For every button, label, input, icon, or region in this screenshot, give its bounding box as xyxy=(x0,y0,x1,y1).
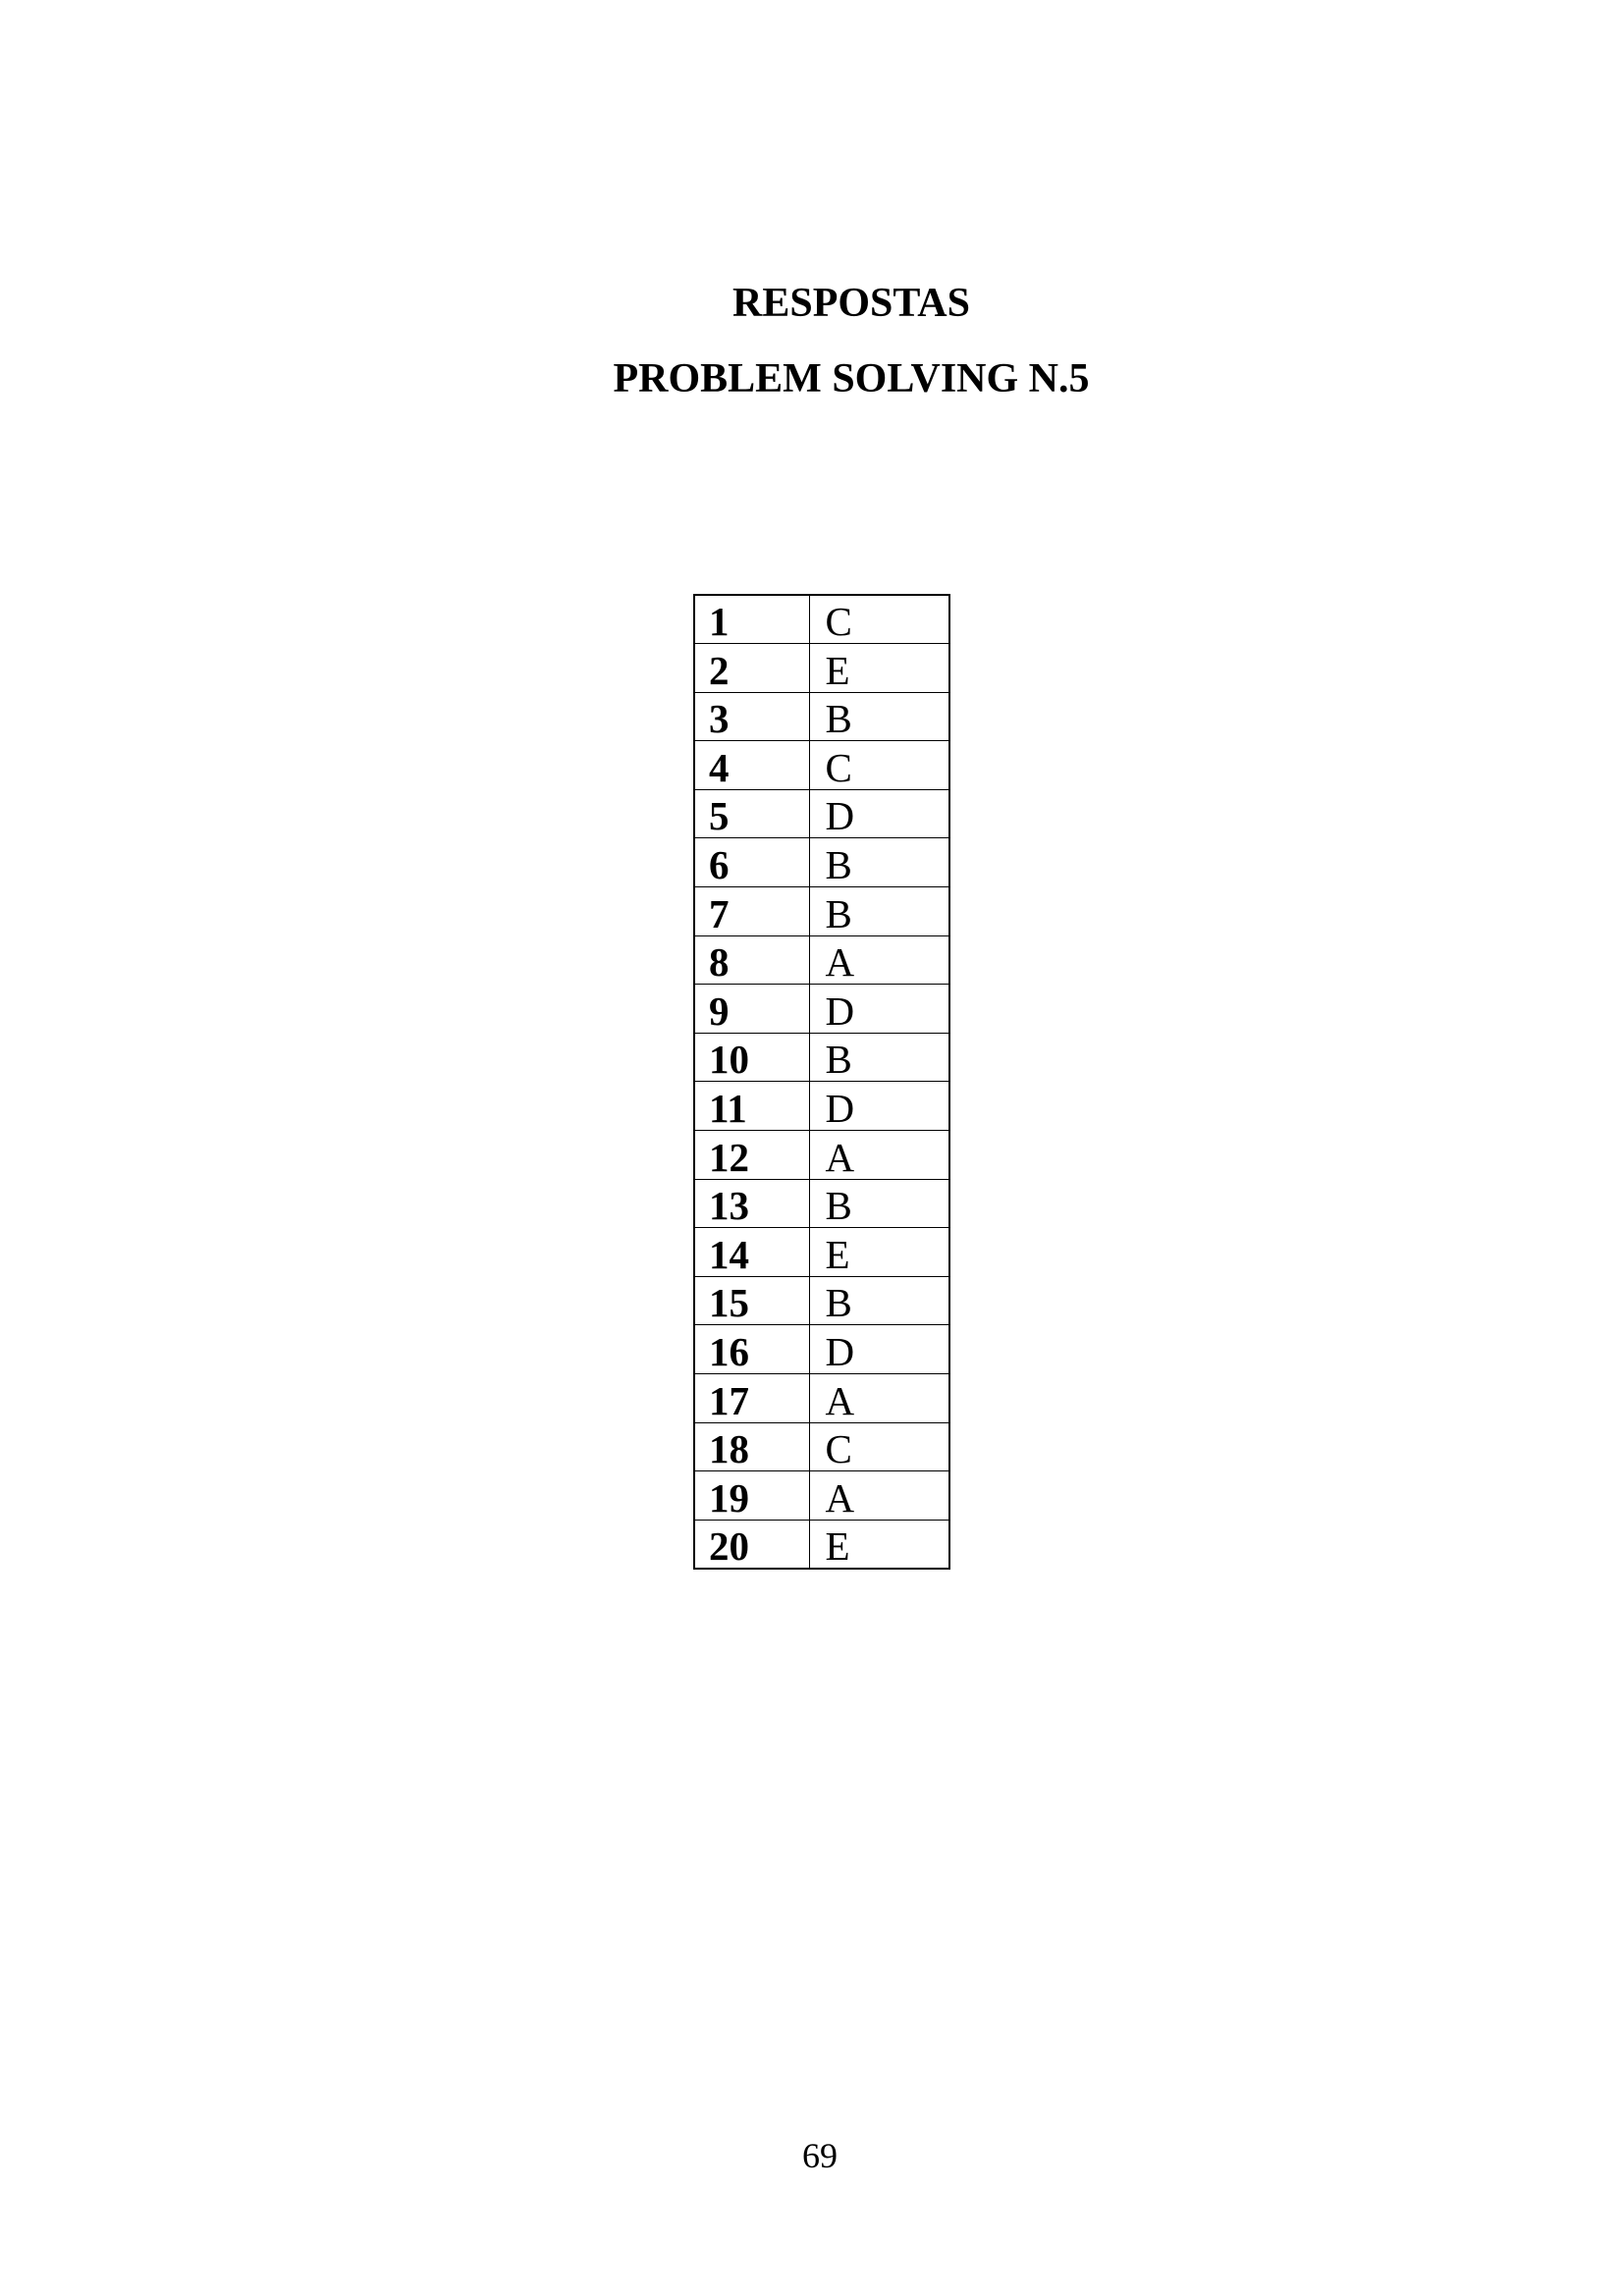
table-row xyxy=(694,935,949,985)
question-number: 2 xyxy=(694,644,809,693)
table-row xyxy=(694,1520,949,1569)
question-number: 1 xyxy=(694,595,809,644)
question-number: 8 xyxy=(694,935,809,985)
table-row xyxy=(694,1276,949,1325)
question-number: 13 xyxy=(694,1179,809,1228)
table-row xyxy=(694,1325,949,1374)
table-row xyxy=(694,838,949,887)
question-number: 12 xyxy=(694,1131,809,1180)
answer-letter: B xyxy=(809,1276,949,1325)
question-number: 20 xyxy=(694,1520,809,1569)
question-number: 19 xyxy=(694,1471,809,1521)
answer-letter: B xyxy=(809,838,949,887)
question-number: 4 xyxy=(694,741,809,790)
answer-letter: D xyxy=(809,789,949,838)
table-row xyxy=(694,1082,949,1131)
table-row xyxy=(694,692,949,741)
table-row xyxy=(694,1033,949,1082)
answer-letter: B xyxy=(809,692,949,741)
answer-letter: B xyxy=(809,1033,949,1082)
question-number: 18 xyxy=(694,1422,809,1471)
question-number: 15 xyxy=(694,1276,809,1325)
table-row xyxy=(694,1228,949,1277)
answer-letter: C xyxy=(809,741,949,790)
table-row xyxy=(694,1471,949,1521)
question-number: 17 xyxy=(694,1374,809,1423)
answer-letter: C xyxy=(809,1422,949,1471)
answer-letter: D xyxy=(809,1082,949,1131)
question-number: 6 xyxy=(694,838,809,887)
answer-letter: D xyxy=(809,985,949,1034)
answer-letter: A xyxy=(809,1131,949,1180)
question-number: 11 xyxy=(694,1082,809,1131)
table-row xyxy=(694,1131,949,1180)
question-number: 5 xyxy=(694,789,809,838)
answer-letter: B xyxy=(809,1179,949,1228)
answer-letter: D xyxy=(809,1325,949,1374)
answer-letter: E xyxy=(809,644,949,693)
question-number: 14 xyxy=(694,1228,809,1277)
question-number: 10 xyxy=(694,1033,809,1082)
answer-letter: A xyxy=(809,935,949,985)
table-row xyxy=(694,595,949,644)
answer-key-table xyxy=(693,594,950,1570)
page-number: 69 xyxy=(802,2136,838,2175)
question-number: 9 xyxy=(694,985,809,1034)
question-number: 16 xyxy=(694,1325,809,1374)
answer-letter: C xyxy=(809,595,949,644)
answer-letter: E xyxy=(809,1520,949,1569)
table-row xyxy=(694,1374,949,1423)
table-row xyxy=(694,887,949,936)
question-number: 7 xyxy=(694,887,809,936)
table-row xyxy=(694,789,949,838)
question-number: 3 xyxy=(694,692,809,741)
answer-letter: A xyxy=(809,1471,949,1521)
answer-letter: E xyxy=(809,1228,949,1277)
table-row xyxy=(694,1422,949,1471)
page-subtitle: PROBLEM SOLVING N.5 xyxy=(613,356,1090,401)
table-row xyxy=(694,644,949,693)
answer-key-body xyxy=(694,595,949,1569)
page-title: RESPOSTAS xyxy=(732,281,970,326)
table-row xyxy=(694,985,949,1034)
table-row xyxy=(694,1179,949,1228)
answer-letter: B xyxy=(809,887,949,936)
table-row xyxy=(694,741,949,790)
answer-letter: A xyxy=(809,1374,949,1423)
